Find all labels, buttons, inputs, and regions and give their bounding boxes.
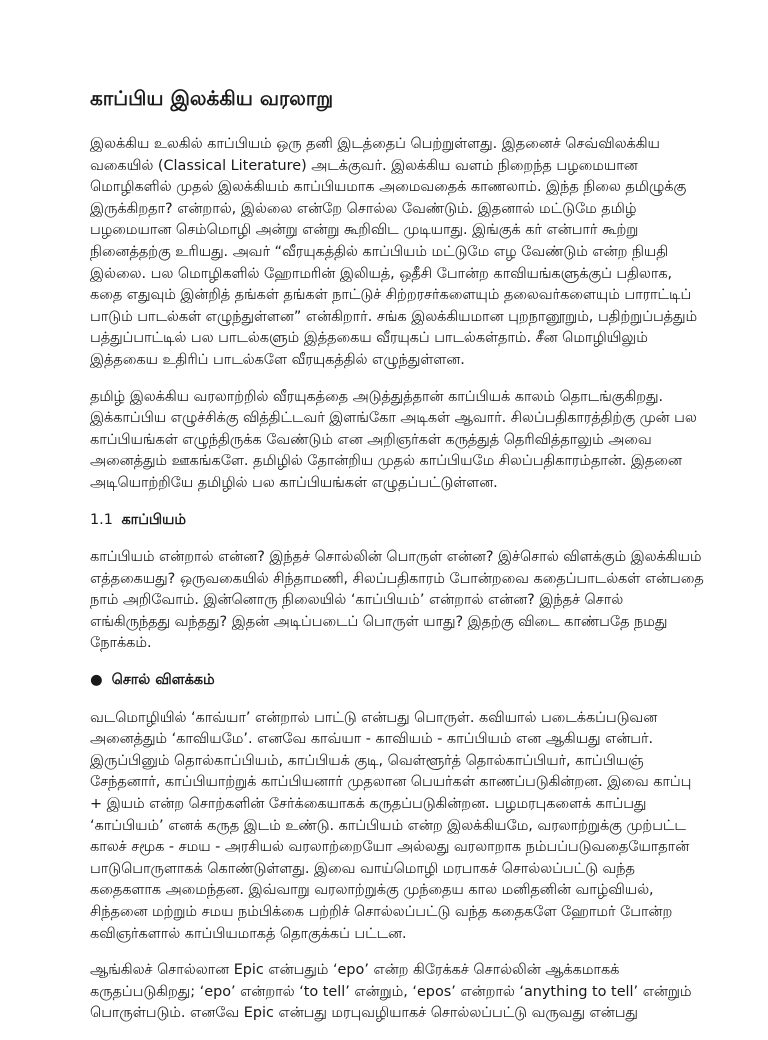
- section-label: காப்பியம்: [121, 511, 186, 528]
- subsection-label: சொல் விளக்கம்: [111, 672, 215, 689]
- word-explanation-paragraph-1: வடமொழியில் ‘காவ்யா’ என்றால் பாட்டு என்பது பொருள். கவியால் படைக்கப்படுவன அனைத்தும் ‘காவியமே’. எனவே காவ்யா - காவியம் - காப்பியம் என ஆகியது என்பர். இருப்பினும் தொல்காப்பியம், காப்பியக் குடி, வெள்ளூர்த் தொல்காப்பியர், காப்பியஞ் சேந்தனார், காப்பியாற்றுக் காப்பியனார் முதலான பெயர்கள் காணப்படுகின்றன. இவை காப்பு + இயம் என்ற சொற்களின் சேர்க்கையாகக் கருதப்படுகின்றன. பழமரபுகளைக் காப்பது ‘காப்பியம்’ எனக் கருத இடம் உண்டு. காப்பியம் என்ற இலக்கியமே, வரலாற்றுக்கு முற்பட்ட காலச் சமூக - சமய - அரசியல் வரலாற்றையோ அல்லது வரலாறாக நம்பப்படுவதையோதான் பாடுபொருளாகக் கொண்டுள்ளது. இவை வாய்மொழி மரபாகச் சொல்லப்பட்டு வந்த கதைகளாக அமைந்தன. இவ்வாறு வரலாற்றுக்கு முந்தைய கால மனிதனின் வாழ்வியல், சிந்தனை மற்றும் சமய நம்பிக்கை பற்றிச் சொல்லப்பட்டு வந்த கதைகளே ஹோமர் போன்ற கவிஞர்களால் காப்பியமாகத் தொகுக்கப் பட்டன.: [90, 709, 692, 942]
- subsection-heading-word-explanation: [90, 670, 705, 692]
- section-1-1-paragraph: காப்பியம் என்றால் என்ன? இந்தச் சொல்லின் பொருள் என்ன? இச்சொல் விளக்கும் இலக்கியம் எத்தகையது? ஒருவகையில் சிந்தாமணி, சிலப்பதிகாரம் போன்றவை கதைப்பாடல்கள் என்பதை நாம் அறிவோம். இன்னொரு நிலையில் ‘காப்பியம்’ என்றால் என்ன? இந்தச் சொல் எங்கிருந்தது வந்தது? இதன் அடிப்படைப் பொருள் யாது? இதற்கு விடை காண்பதே நமது நோக்கம்.: [90, 549, 704, 652]
- page-title: காப்பிய இலக்கிய வரலாறு: [90, 86, 334, 110]
- section-heading-1-1: [90, 510, 705, 532]
- intro-paragraph-1: இலக்கிய உலகில் காப்பியம் ஒரு தனி இடத்தைப் பெற்றுள்ளது. இதனைச் செவ்விலக்கிய வகையில் (Classical Literature) அடக்குவர். இலக்கிய வளம் நிறைந்த பழமையான மொழிகளில் முதல் இலக்கியம் காப்பியமாக அமைவதைக் காணலாம். இந்த நிலை தமிழுக்கு இருக்கிறதா? என்றால், இல்லை என்றே சொல்ல வேண்டும். இதனால் மட்டுமே தமிழ் பழமையான செம்மொழி அன்று என்று கூறிவிட முடியாது. இங்குக் கர் என்பார் கூற்று நினைத்தற்கு உரியது. அவர் “வீரயுகத்தில் காப்பியம் மட்டுமே எழ வேண்டும் என்ற நியதி இல்லை. பல மொழிகளில் ஹோமரின் இலியத், ஒதீசி போன்ற காவியங்களுக்குப் பதிலாக, கதை எதுவும் இன்றித் தங்கள் தங்கள் நாட்டுச் சிற்றரசர்களையும் தலைவர்களையும் பாராட்டிப் பாடும் பாடல்கள் எழுந்துள்ளன” என்கிறார். சங்க இலக்கியமான புறநானூறும், பதிற்றுப்பத்தும் பத்துப்பாட்டில் பல பாடல்களும் இத்தகைய வீரயுகப் பாடல்கள்தாம். சீன மொழியிலும் இத்தகைய உதிரிப் பாடல்களே வீரயுகத்தில் எழுந்துள்ளன.: [90, 136, 698, 368]
- bullet-icon: ●: [90, 672, 103, 689]
- intro-paragraph-2: தமிழ் இலக்கிய வரலாற்றில் வீரயுகத்தை அடுத்துத்தான் காப்பியக் காலம் தொடங்குகிறது. இக்காப்பிய எழுச்சிக்கு வித்திட்டவர் இளங்கோ அடிகள் ஆவார். சிலப்பதிகாரத்திற்கு முன் பல காப்பியங்கள் எழுந்திருக்க வேண்டும் என அறிஞர்கள் கருத்துத் தெரிவித்தாலும் அவை அனைத்தும் ஊகங்களே. தமிழில் தோன்றிய முதல் காப்பியமே சிலப்பதிகாரம்தான். இதனை அடியொற்றியே தமிழில் பல காப்பியங்கள் எழுதப்பட்டுள்ளன.: [90, 388, 697, 491]
- word-explanation-paragraph-2: ஆங்கிலச் சொல்லான Epic என்பதும் ‘epo’ என்ற கிரேக்கச் சொல்லின் ஆக்கமாகக் கருதப்படுகிறது; ‘epo’ என்றால் ‘to tell’ என்றும், ‘epos’ என்றால் ‘anything to tell’ என்றும் பொருள்படும். எனவே Epic என்பது மரபுவழியாகச் சொல்லப்பட்டு வருவது என்பது: [90, 962, 692, 1022]
- document-page: [90, 84, 705, 1040]
- section-number: 1.1: [90, 511, 113, 528]
